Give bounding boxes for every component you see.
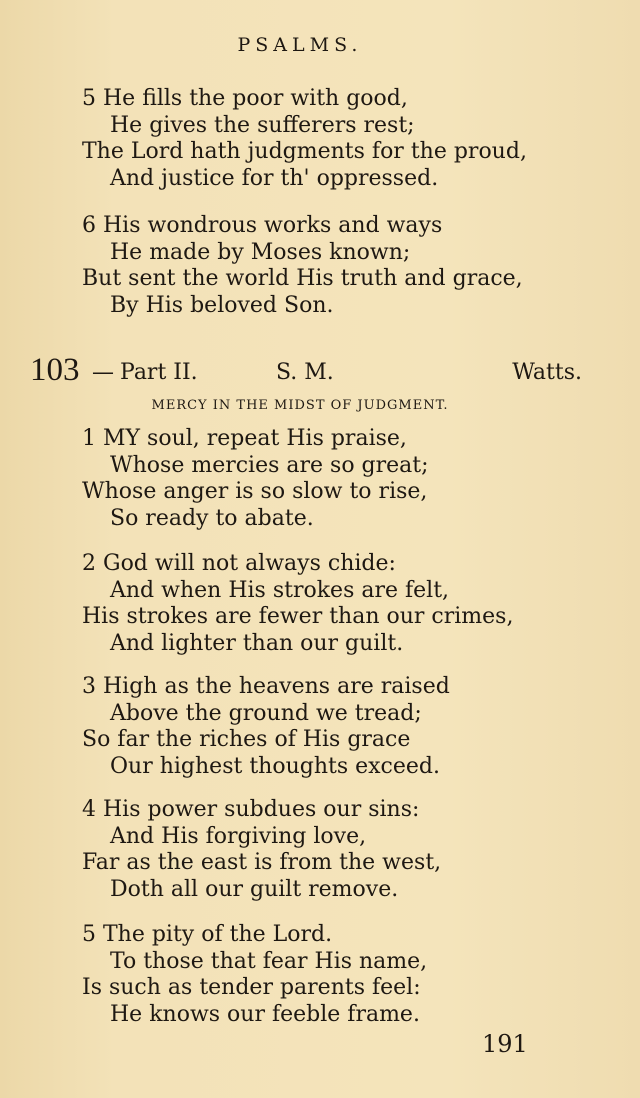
verse-line: 3 High as the heavens are raised <box>82 674 450 699</box>
stanza-top-6 <box>82 213 523 319</box>
hymn-part: Part II. <box>120 360 198 385</box>
verse-line: He knows our feeble frame. <box>110 1001 420 1027</box>
verse-line: His strokes are fewer than our crimes, <box>82 604 514 629</box>
hymn-dash: — <box>92 360 114 385</box>
verse-line: And justice for th' oppressed. <box>110 165 439 191</box>
verse-line: Is such as tender parents feel: <box>82 975 421 1000</box>
hymn-stanza-3 <box>82 674 450 780</box>
verse-line: 1 MY soul, repeat His praise, <box>82 426 407 451</box>
verse-line: So far the riches of His grace <box>82 727 411 752</box>
hymn-stanza-2 <box>82 551 513 657</box>
verse-line: By His beloved Son. <box>110 292 334 318</box>
verse-line: And when His strokes are felt, <box>110 577 450 603</box>
verse-line: So ready to abate. <box>110 505 314 531</box>
verse-line: And lighter than our guilt. <box>110 630 404 656</box>
hymn-meter: S. M. <box>276 360 334 385</box>
page-number: 191 <box>482 1030 528 1058</box>
verse-line: But sent the world His truth and grace, <box>82 266 523 291</box>
hymn-number: 103 <box>30 352 80 388</box>
hymn-stanza-5 <box>82 922 427 1028</box>
verse-line: Whose mercies are so great; <box>110 452 429 478</box>
verse-line: And His forgiving love, <box>110 823 367 849</box>
verse-line: 5 He fills the poor with good, <box>82 86 408 111</box>
hymn-stanza-4 <box>82 797 441 903</box>
hymn-heading <box>30 352 582 392</box>
verse-line: He made by Moses known; <box>110 239 411 265</box>
verse-line: 5 The pity of the Lord. <box>82 922 333 947</box>
verse-line: Whose anger is so slow to rise, <box>82 479 428 504</box>
hymn-author: Watts. <box>512 360 582 385</box>
verse-line: 4 His power subdues our sins: <box>82 797 420 822</box>
verse-line: Far as the east is from the west, <box>82 850 442 875</box>
verse-line: Our highest thoughts exceed. <box>110 753 440 779</box>
verse-line: 2 God will not always chide: <box>82 551 396 576</box>
page-header: PSALMS. <box>237 34 363 56</box>
hymn-stanza-1 <box>82 426 429 532</box>
stanza-top-5 <box>82 86 527 192</box>
verse-line: Above the ground we tread; <box>110 700 422 726</box>
verse-line: 6 His wondrous works and ways <box>82 213 443 238</box>
verse-line: He gives the sufferers rest; <box>110 112 415 138</box>
verse-line: The Lord hath judgments for the proud, <box>82 139 527 164</box>
verse-line: Doth all our guilt remove. <box>110 876 399 902</box>
hymn-subtitle: MERCY IN THE MIDST OF JUDGMENT. <box>151 398 449 413</box>
verse-line: To those that fear His name, <box>110 948 428 974</box>
